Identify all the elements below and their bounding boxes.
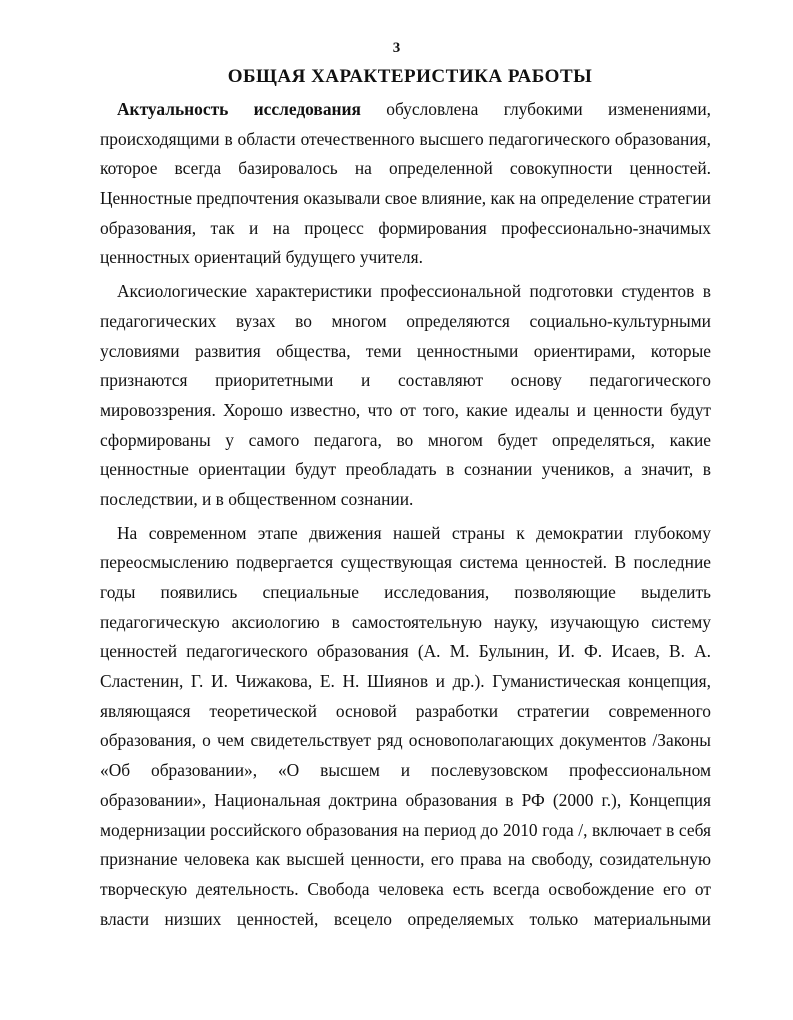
- text-line: Сластенин, Г. И. Чижакова, Е. Н. Шиянов и др.). Гуманистическая концепция,: [100, 671, 711, 692]
- text-line: сформированы у самого педагога, во многом будет определяться, какие: [100, 429, 711, 450]
- text-line: признание человека как высшей ценности, его права на свободу, созидательную: [100, 849, 711, 870]
- page-number: 3: [392, 40, 401, 56]
- text-line: мировоззрения. Хорошо известно, что от того, какие идеалы и ценности будут: [100, 399, 711, 420]
- paragraph-modern-stage: [100, 519, 711, 935]
- text-line: педагогическую аксиологию в самостоятельную науку, изучающую систему: [100, 611, 711, 632]
- text-line: происходящими в области отечественного высшего педагогического образования,: [100, 128, 711, 149]
- text-line: педагогических вузах во многом определяются социально-культурными: [100, 310, 711, 331]
- text-line: ценностей педагогического образования (А. М. Булынин, И. Ф. Исаев, В. А.: [100, 641, 711, 662]
- text-line: творческую деятельность. Свобода человека есть всегда освобождение его от: [100, 878, 711, 899]
- text-line: образовании», Национальная доктрина образования в РФ (2000 г.), Концепция: [100, 789, 711, 810]
- text-line-fragment: обусловлена глубокими изменениями,: [360, 99, 711, 119]
- text-line: ценностные ориентации будут преобладать в сознании учеников, а значит, в: [100, 459, 711, 480]
- text-line: образования, о чем свидетельствует ряд основополагающих документов /Законы: [100, 730, 711, 751]
- text-line: признаются приоритетными и составляют основу педагогического: [100, 370, 711, 391]
- bold-lead: Актуальность исследования: [117, 99, 361, 119]
- text-line: ценностных ориентаций будущего учителя.: [100, 247, 423, 268]
- page-title: ОБЩАЯ ХАРАКТЕРИСТИКА РАБОТЫ: [227, 66, 593, 87]
- text-line: власти низших ценностей, всецело определяемых только материальными: [100, 908, 711, 929]
- document-body: [100, 95, 711, 934]
- text-line: На современном этапе движения нашей страны к демократии глубокому: [117, 522, 711, 543]
- text-line: годы появились специальные исследования, позволяющие выделить: [100, 582, 711, 602]
- text-line: образования, так и на процесс формирования профессионально-значимых: [100, 217, 711, 238]
- text-line: Аксиологические характеристики профессиональной подготовки студентов в: [117, 281, 711, 302]
- paragraph-relevance: [100, 95, 711, 273]
- text-line: являющаяся теоретической основой разработки стратегии современного: [100, 700, 711, 721]
- text-line: переосмыслению подвергается существующая система ценностей. В последние: [100, 552, 711, 573]
- text-line: Ценностные предпочтения оказывали свое влияние, как на определение стратегии: [100, 188, 711, 209]
- text-line: условиями развития общества, теми ценностными ориентирами, которые: [100, 340, 711, 361]
- text-line: [100, 95, 711, 125]
- text-line: последствии, и в общественном сознании.: [100, 488, 414, 509]
- text-line: «Об образовании», «О высшем и послевузовском профессиональном: [100, 760, 711, 781]
- text-line: которое всегда базировалось на определенной совокупности ценностей.: [100, 158, 711, 179]
- text-line: модернизации российского образования на период до 2010 года /, включает в себя: [100, 819, 711, 840]
- paragraph-axiology: [100, 277, 711, 515]
